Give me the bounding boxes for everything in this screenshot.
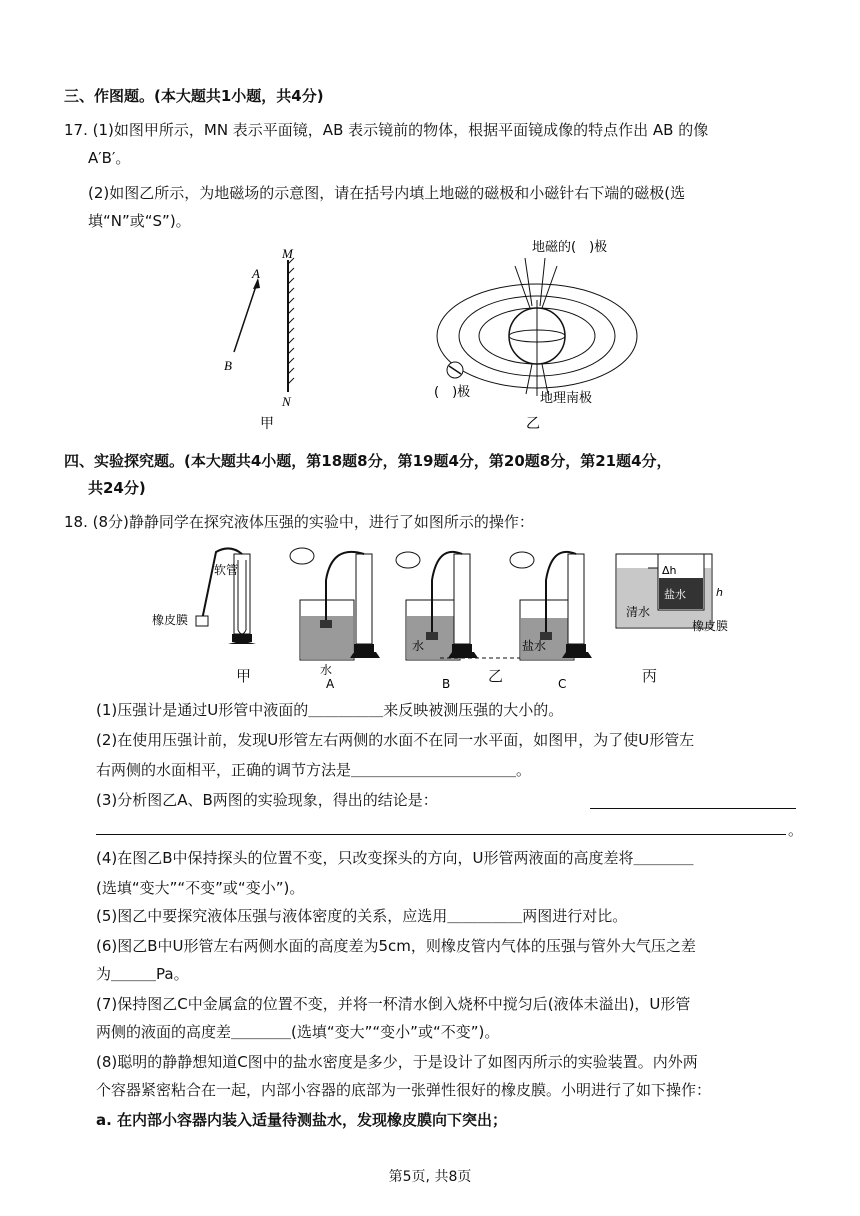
caption-q18-jia: 甲: [236, 667, 252, 685]
q18-intro: 18. (8分)静静同学在探究液体压强的实验中，进行了如图所示的操作：: [64, 513, 534, 531]
section4-note: (本大题共4小题，第18题8分，第19题4分，第20题8分，第21题4分，: [184, 452, 672, 470]
gauge-jia: [152, 548, 256, 644]
beaker-c: [510, 552, 592, 690]
container-bing: [616, 554, 728, 633]
q18-p8b: 个容器紧密粘合在一起，内部小容器的底部为一张弹性很好的橡皮膜。小明进行了如下操作：: [96, 1081, 712, 1099]
label-n: N: [282, 394, 291, 409]
q18-p4: (4)在图乙B中保持探头的位置不变，只改变探头的方向，U形管两液面的高度差将＿＿＿＿: [96, 849, 694, 867]
label-b: B: [442, 677, 451, 690]
label-salt-c: 盐水: [522, 639, 547, 653]
label-a: A: [326, 677, 335, 690]
section4-note2: 共24分): [88, 479, 146, 497]
label-c: C: [558, 677, 567, 690]
label-m: M: [282, 246, 293, 261]
q18-p6: (6)图乙B中U形管左右两侧水面的高度差为5cm，则橡皮管内气体的压强与管外大气压之差: [96, 937, 696, 955]
section4-heading: 四、实验探究题。: [64, 452, 185, 470]
q17-line2b: 填“N”或“S”)。: [88, 212, 191, 230]
label-geomagnetic-pole: 地磁的( )极: [532, 240, 608, 255]
earth-field-figure: [420, 236, 650, 436]
section4-title: [64, 451, 672, 472]
beaker-a: [290, 548, 380, 690]
label-membrane: 橡皮膜: [152, 613, 189, 627]
mirror-figure: [190, 240, 320, 435]
q18-p3-end: 。: [788, 821, 804, 839]
q18-p3: (3)分析图乙A、B两图的实验现象，得出的结论是：: [96, 791, 438, 809]
label-soft-tube: 软管: [214, 563, 239, 577]
section3-heading: 三、作图题。: [64, 87, 155, 105]
q18-p4b: (选填“变大”“不变”或“变小”)。: [96, 879, 305, 897]
q18-p2b: 右两侧的水面相平，正确的调节方法是＿＿＿＿＿＿＿＿＿＿＿。: [96, 761, 532, 779]
label-geographic-south: 地理南极: [540, 391, 593, 406]
q18-p3-blank-line2: [96, 834, 786, 835]
label-clear-water: 清水: [626, 605, 651, 619]
label-h: h: [716, 586, 723, 599]
label-salt-bing: 盐水: [664, 588, 686, 601]
q18-pa: a. 在内部小容器内装入适量待测盐水，发现橡皮膜向下突出；: [96, 1111, 508, 1129]
q17-line1b: A′B′。: [88, 149, 131, 167]
caption-q18-yi: 乙: [488, 667, 504, 685]
q18-p1: (1)压强计是通过U形管中液面的＿＿＿＿＿来反映被测压强的大小的。: [96, 701, 564, 719]
label-needle-pole: ( )极: [434, 385, 471, 400]
q18-p6b: 为＿＿＿Pa。: [96, 965, 189, 983]
caption-yi: 乙: [526, 416, 540, 432]
q18-p7: (7)保持图乙C中金属盒的位置不变，并将一杯清水倒入烧杯中搅匀后(液体未溢出)，U形管: [96, 995, 691, 1013]
q18-p5: (5)图乙中要探究液体压强与液体密度的关系，应选用＿＿＿＿＿两图进行对比。: [96, 907, 628, 925]
label-a: A: [252, 266, 260, 281]
label-water-b: 水: [412, 639, 425, 653]
q18-p2: (2)在使用压强计前，发现U形管左右两侧的水面不在同一水平面，如图甲，为了使U形管左: [96, 731, 695, 749]
beaker-b: [396, 552, 530, 690]
q17-line1: 17. (1)如图甲所示，MN 表示平面镜，AB 表示镜前的物体，根据平面镜成像的特点作出 AB 的像: [64, 121, 709, 139]
section3-title: [64, 86, 324, 107]
q18-p3-blank: [590, 808, 796, 809]
label-membrane-bing: 橡皮膜: [692, 619, 729, 633]
q18-p7b: 两侧的液面的高度差＿＿＿＿(选填“变大”“变小”或“不变”)。: [96, 1023, 500, 1041]
q18-p8: (8)聪明的静静想知道C图中的盐水密度是多少，于是设计了如图丙所示的实验装置。内外两: [96, 1053, 698, 1071]
q17-line2: (2)如图乙所示，为地磁场的示意图，请在括号内填上地磁的磁极和小磁针右下端的磁极(选: [88, 184, 686, 202]
object-ab: [234, 280, 258, 352]
page-footer: 第5页, 共8页: [388, 1169, 472, 1185]
label-dh: Δh: [662, 564, 677, 577]
label-b: B: [224, 358, 232, 373]
caption-jia: 甲: [260, 416, 274, 432]
section3-note: (本大题共1小题，共4分): [154, 87, 324, 105]
caption-q18-bing: 丙: [642, 667, 658, 685]
label-water-a: 水: [320, 663, 333, 677]
